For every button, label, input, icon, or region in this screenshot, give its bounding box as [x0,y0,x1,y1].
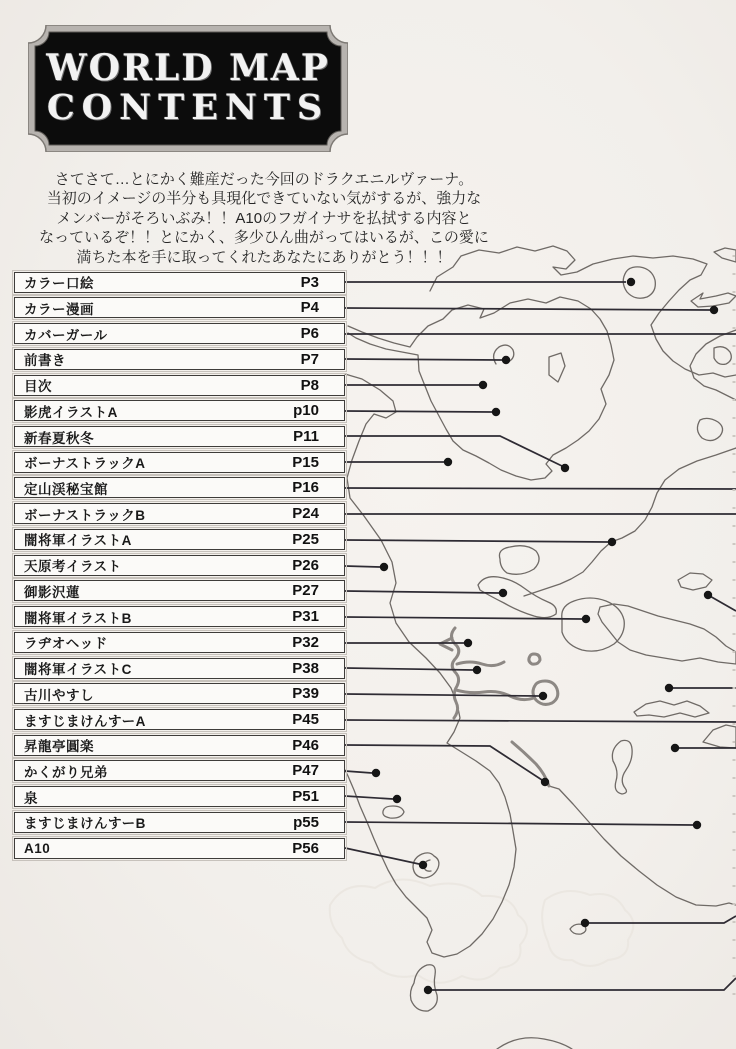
toc-leader-line [345,591,499,593]
toc-leader-dot [393,795,401,803]
intro-paragraph [4,170,524,267]
map-marker-line [708,595,736,611]
map-terrain-features [440,628,558,786]
toc-entry-title: ボーナストラックB [24,507,146,523]
intro-line: 当初のイメージの半分も具現化できていない気がするが、強力な [46,190,482,208]
toc-leader-dot [499,589,507,597]
banner-title-line2: CONTENTS [46,87,330,129]
map-path [678,573,712,590]
toc-entry-title: 昇龍亭圓楽 [24,739,94,755]
toc-entry-title: ボーナストラックA [24,456,146,472]
toc-leader-dot [561,464,569,472]
toc-entry-title: 新春夏秋冬 [24,430,94,446]
toc-row [14,400,345,421]
toc-row [14,529,345,550]
toc-leader-dot [693,821,701,829]
toc-entry-page: P39 [292,685,319,703]
map-path [529,654,540,664]
toc-row [14,477,345,498]
map-path [383,806,404,818]
toc-entry-page: P45 [292,711,319,728]
toc-leader-line [345,540,608,542]
toc-leader-line [345,411,492,412]
toc-leader-line [345,308,710,310]
toc-leader-dot [541,778,549,786]
map-path [330,879,527,982]
toc-entry-page: P7 [300,350,319,368]
toc-leader-dot [473,666,481,674]
toc-leader-line [345,566,380,567]
map-path [634,701,709,717]
toc-entry-title: A10 [24,840,51,856]
map-path [542,891,633,966]
toc-entry-title: ますじまけんすーB [24,816,146,832]
intro-line: メンバーがそろいぶみ！！A10のフガイナサを払拭する内容と [56,209,472,227]
map-path [703,725,736,748]
toc-entry-title: ラヂオヘッド [24,636,108,652]
map-path [457,662,504,666]
toc-row [14,658,345,679]
intro-line: 満ちた本を手に取ってくれたあなたにありがとう！！！ [76,248,452,266]
toc-row [14,452,345,473]
toc-row [14,555,345,576]
toc-row [14,375,345,396]
toc-row [14,760,345,781]
toc-row [14,786,345,807]
toc-entry-page: P8 [300,376,319,394]
toc-row [14,735,345,756]
toc-entry-page: P51 [292,788,319,806]
map-marker-dot [665,684,673,692]
toc-entry-title: ますじまけんすーA [24,713,146,729]
toc-entry-page: p55 [293,813,319,831]
toc-row [14,812,345,833]
toc-leader-dot [539,692,547,700]
toc-leader-line [345,848,419,864]
toc-entry-title: 御影沢蓮 [24,584,80,600]
intro-line: さてさて…とにかく難産だった今回のドラクエニルヴァーナ。 [54,171,474,188]
toc-entry-title: カラー口絵 [24,276,94,292]
toc-entry-title: かくがり兄弟 [24,764,108,780]
toc-entry-page: P56 [292,839,319,857]
toc-entry-title: カラー漫画 [24,301,94,317]
toc-leader-line [345,720,736,722]
toc-entry-title: 定山渓秘宝館 [24,481,108,497]
toc-entry-page: P27 [292,582,319,600]
leader-lines [345,282,736,990]
toc-entry-page: P38 [292,659,319,677]
toc-entry-title: 古川やすし [24,687,94,703]
toc-entry-page: P3 [300,273,319,291]
toc-entry-page: P6 [300,325,319,343]
toc-leader-dot [502,356,510,364]
toc-entry-page: P11 [293,428,319,445]
banner-title-line1: WORLD MAP [46,47,330,90]
map-path [452,628,459,718]
toc-row [14,632,345,653]
toc-row [14,503,345,524]
toc-entry-page: P47 [292,762,319,780]
map-path [598,604,736,664]
toc-entry-page: P46 [292,736,319,754]
toc-entry-page: P24 [292,505,319,523]
toc-entry-title: 天原考イラスト [24,559,122,575]
map-path [499,546,539,575]
toc-row [14,272,345,293]
toc-entry-title: 泉 [24,790,38,806]
toc-row [14,606,345,627]
toc-row [14,297,345,318]
toc-row [14,838,345,859]
map-marker-dot [424,986,432,994]
map-path [549,786,736,906]
toc-entry-page: p10 [293,402,319,420]
intro-line: なっているぞ！！とにかく、多少ひん曲がってはいるが、この愛に [39,229,489,247]
page-bleedthrough [330,879,634,982]
map-path [697,418,722,440]
toc-row [14,426,345,447]
map-path [478,577,556,618]
toc-entry-page: P16 [292,479,319,497]
toc-entry-page: P32 [292,633,319,651]
toc-leader-dot [419,861,427,869]
toc-leader-dot [380,563,388,571]
toc-leader-dot [444,458,452,466]
toc-row [14,323,345,344]
map-marker-dot [581,919,589,927]
toc-entry-page: P4 [300,299,319,317]
toc-leader-dot [710,306,718,314]
toc-leader-line [345,822,693,825]
toc-row [14,349,345,370]
toc-row [14,709,345,730]
map-path [549,353,565,382]
map-path [440,638,452,650]
toc-leader-line [345,359,502,360]
map-path [612,740,632,794]
toc-leader-dot [582,615,590,623]
toc-leader-line [345,488,736,489]
map-path [524,448,736,596]
map-marker-line [585,916,736,923]
map-path [714,347,731,365]
toc-entry-title: 闇将軍イラストB [24,610,132,626]
banner-title [28,25,348,152]
map-path [690,330,736,400]
map-path [497,1038,572,1049]
toc-leader-dot [372,769,380,777]
toc-entry-title: 闇将軍イラストA [24,533,132,549]
toc-entry-title: 闇将軍イラストC [24,662,132,677]
map-marker-dot [671,744,679,752]
toc-leader-line [345,796,393,799]
title-banner [28,25,348,152]
toc-entry-title: カバーガール [24,327,108,343]
toc-leader-dot [627,278,635,286]
toc-leader-dot [464,639,472,647]
map-path [410,965,437,1011]
toc-leader-line [345,771,372,773]
toc-entry-title: 目次 [24,379,52,394]
toc-leader-dot [479,381,487,389]
map-coastlines [345,246,736,1049]
toc-entry-page: P31 [292,608,319,626]
toc-leader-dot [608,538,616,546]
map-marker-dot [704,591,712,599]
toc-entry-page: P25 [292,530,319,548]
map-path [691,293,736,307]
toc-entry-page: P26 [292,556,319,574]
toc-row [14,683,345,704]
toc-row [14,580,345,601]
toc-leader-dot [492,408,500,416]
toc-entry-title: 前書き [24,353,66,369]
toc-entry-page: P15 [292,453,319,471]
map-path [562,598,625,651]
toc-entry-title: 影虎イラストA [24,404,118,420]
